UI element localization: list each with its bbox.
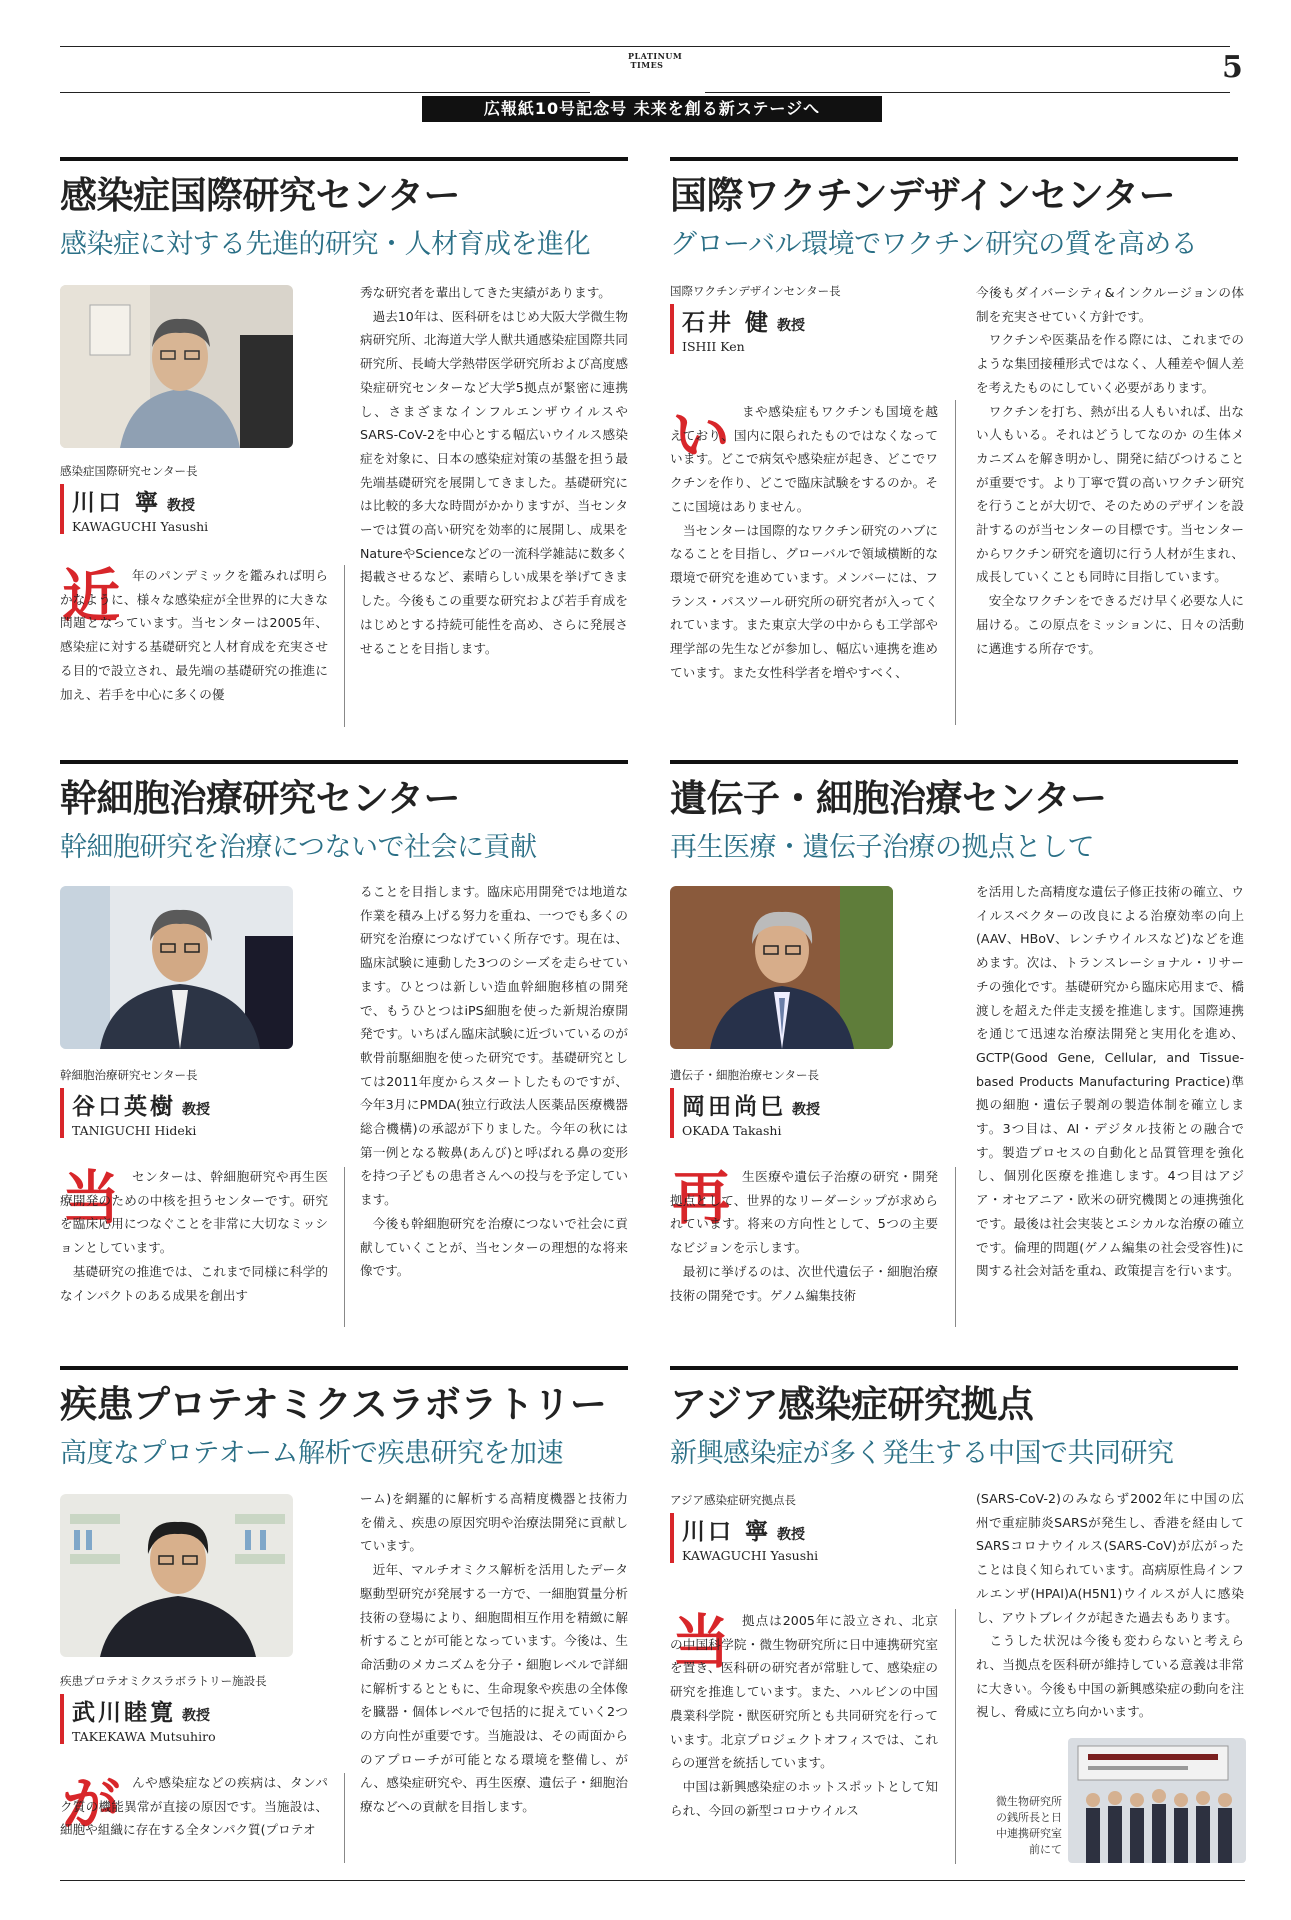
portrait-image xyxy=(60,886,293,1049)
column-divider xyxy=(344,1773,345,1863)
person-romaji: KAWAGUCHI Yasushi xyxy=(682,1548,819,1563)
person-romaji: ISHII Ken xyxy=(682,339,745,354)
lead-paragraph: 年のパンデミックを鑑みれば明らかなように、様々な感染症が全世界的に大きな問題となっています。当センターは2005年、感染症に対する基礎研究と人材育成を充実させる目的で設立され、最先端の基礎研究の推進に加え、若手を中心に多くの優 xyxy=(60,568,328,702)
group-photo-image xyxy=(1068,1738,1246,1863)
section-proteomics-laboratory xyxy=(60,1366,628,1472)
section-subtitle: 高度なプロテオーム解析で疾患研究を加速 xyxy=(60,1438,563,1469)
person-title: 教授 xyxy=(777,1527,806,1543)
header-rule-left xyxy=(60,92,590,93)
section-subtitle: 新興感染症が多く発生する中国で共同研究 xyxy=(670,1438,1174,1469)
article-text-col1 xyxy=(60,564,328,706)
name-block xyxy=(670,1088,820,1138)
role-label: 感染症国際研究センター長 xyxy=(60,464,198,478)
drop-cap: 当 xyxy=(62,1164,121,1232)
name-block xyxy=(60,1088,210,1138)
drop-cap: 再 xyxy=(672,1164,731,1232)
section-rule xyxy=(670,760,1238,764)
column-divider xyxy=(344,565,345,727)
section-gene-cell-therapy-center xyxy=(670,760,1238,866)
header-rule-right xyxy=(705,92,1230,93)
person-romaji: OKADA Takashi xyxy=(682,1123,782,1138)
section-rule xyxy=(60,1366,628,1370)
role-label: アジア感染症研究拠点長 xyxy=(670,1493,797,1507)
section-subtitle: 再生医療・遺伝子治療の拠点として xyxy=(670,832,1094,863)
person-name: 川口 寧 xyxy=(72,489,162,516)
drop-cap: 当 xyxy=(672,1608,731,1676)
name-block xyxy=(670,304,805,354)
name-block xyxy=(60,484,208,534)
section-asia-infectious-disease-base xyxy=(670,1366,1238,1472)
section-title: 遺伝子・細胞治療センター xyxy=(670,777,1107,820)
person-title: 教授 xyxy=(167,498,196,514)
section-rule xyxy=(60,157,628,161)
person-name: 石井 健 xyxy=(682,309,772,336)
drop-cap: 近 xyxy=(62,562,121,630)
article-text-col1: んや感染症などの疾病は、タンパク質の機能異常が直接の原因です。当施設は、細胞や組織に存在する全タンパク質(プロテオ xyxy=(60,1775,328,1838)
section-vaccine-design-center xyxy=(670,157,1238,263)
footer-rule xyxy=(60,1880,1245,1881)
person-title: 教授 xyxy=(777,318,806,334)
person-romaji: TAKEKAWA Mutsuhiro xyxy=(72,1729,216,1744)
person-name: 谷口英樹 xyxy=(72,1093,176,1120)
section-rule xyxy=(670,1366,1238,1370)
portrait-image xyxy=(60,285,293,448)
section-rule xyxy=(670,157,1238,161)
article-text-col2: 今後もダイバーシティ&インクルージョンの体制を充実させていく方針です。 ワクチンや医薬品を作る際には、これまでのような集団接種形式ではなく、人種差や個人差を考えたものにしていく必要があります。 ワクチンを打ち、熱が出る人もいれば、出ない人もいる。それはどうしてなのか の生体メカニズムを解き明かし、開発に結びつけることが重要です。より丁寧で質の高いワクチン研究を行うことが大切で、そのためのデザインを設計するのが当センターの目標です。当センターからワクチン研究を適切に行う人材が生まれ、成長していくことも同時に目指しています。 安全なワクチンをできるだけ早く必要な人に届ける。この原点をミッションに、日々の活動に邁進する所存です。 xyxy=(976,285,1244,656)
drop-cap: い xyxy=(672,401,731,469)
photo-caption: 微生物研究所の銭所長と日中連携研究室前にて xyxy=(996,1795,1062,1856)
person-title: 教授 xyxy=(182,1102,210,1118)
article-text-col2: ることを目指します。臨床応用開発では地道な作業を積み上げる努力を重ね、一つでも多くの研究を治療につなげていく所存です。現在は、臨床試験に連動した3つのシーズを走らせています。ひとつは新しい造血幹細胞移植の開発で、もうひとつはiPS細胞を使った新規治療開発です。いちばん臨床試験に近づいているのが軟骨前駆細胞を使った研究です。基礎研究としては2011年度からスタートしたものですが、今年3月にPMDA(独立行政法人医薬品医療機器総合機構)の承認が下りました。今年の秋には第一例となる鞍鼻(あんび)と呼ばれる鼻の変形を持つ子どもの患者さんへの投与を予定しています。 今後も幹細胞研究を治療につないで社会に貢献していくことが、当センターの理想的な将来像です。 xyxy=(360,884,628,1279)
drop-cap: が xyxy=(62,1770,121,1838)
section-title: 疾患プロテオミクスラボラトリー xyxy=(60,1383,607,1426)
role-label: 国際ワクチンデザインセンター長 xyxy=(670,284,841,298)
section-subtitle: グローバル環境でワクチン研究の質を高める xyxy=(670,229,1198,260)
section-subtitle: 感染症に対する先進的研究・人材育成を進化 xyxy=(60,229,590,260)
portrait-image xyxy=(670,886,893,1049)
section-rule xyxy=(60,760,628,764)
article-text-col1: 拠点は2005年に設立され、北京の中国科学院・微生物研究所に日中連携研究室を置き、医科研の研究者が常駐して、感染症の研究を推進しています。また、ハルビンの中国農業科学院・獣医研究所とも共同研究を行っています。北京プロジェクトオフィスでは、これらの運営を統括しています。 中国は新興感染症のホットスポットとして知られ、今回の新型コロナウイルス xyxy=(670,1613,938,1818)
section-infectious-disease-center xyxy=(60,157,628,263)
section-subtitle: 幹細胞研究を治療につないで社会に貢献 xyxy=(60,832,537,863)
article-text-col1: まや感染症もワクチンも国境を越えており、国内に限られたものではなくなっています。どこで病気や感染症が起き、どこでワクチンを作り、どこで臨床試験をするのか。そこに国境はありません。 当センターは国際的なワクチン研究のハブになることを目指し、グローバルで領域横断的な環境で研究を進めています。メンバーには、フランス・パスツール研究所の研究者が入ってくれています。また東京大学の中からも工学部や理学部の先生などが参加し、幅広い連携を進めています。また女性科学者を増やすべく、 xyxy=(670,404,938,680)
portrait-photo xyxy=(60,285,293,448)
person-name: 岡田尚巳 xyxy=(682,1093,786,1120)
role-label: 幹細胞治療研究センター長 xyxy=(60,1068,198,1082)
section-title: 感染症国際研究センター xyxy=(60,174,461,217)
name-block xyxy=(670,1513,818,1563)
header-top-rule xyxy=(60,46,1230,47)
column-divider xyxy=(955,1167,956,1327)
section-title: アジア感染症研究拠点 xyxy=(670,1383,1034,1426)
column-divider xyxy=(955,1609,956,1864)
article-text-col2: を活用した高精度な遺伝子修正技術の確立、ウイルスベクターの改良による治療効率の向上(AAV、HBoV、レンチウイルスなど)などを進めます。次は、トランスレーショナル・リサーチの強化です。基礎研究から臨床応用まで、橋渡しを超えた伴走支援を推進します。国際連携を通じて迅速な治療法開発と実用化を進め、GCTP(Good Gene, Cellular, and Tissue-based Products Manufacturing Practice)準拠の細胞・遺伝子製剤の製造体制を確立します。3つ目は、AI・デジタル技術との融合です。製造プロセスの自動化と品質管理を強化し、個別化医療を推進します。4つ目はアジア・オセアニア・欧米の研究機関との連携強化です。最後は社会実装とエシカルな治療の確立です。倫理的問題(ゲノム編集の社会受容性)に関する社会対話を重ね、政策提言を行います。 xyxy=(976,884,1244,1279)
person-title: 教授 xyxy=(182,1708,210,1724)
portrait-photo xyxy=(60,886,293,1049)
section-title: 幹細胞治療研究センター xyxy=(60,777,461,820)
column-divider xyxy=(344,1167,345,1327)
page-number: 5 xyxy=(1222,50,1243,85)
portrait-photo xyxy=(60,1494,293,1657)
role-label: 疾患プロテオミクスラボラトリー施設長 xyxy=(60,1674,267,1688)
person-romaji: KAWAGUCHI Yasushi xyxy=(72,519,209,534)
column-divider xyxy=(955,400,956,725)
article-text-col1: センターは、幹細胞研究や再生医療開発のための中核を担うセンターです。研究を臨床応用につなぐことを非常に大切なミッションとしています。 基礎研究の推進では、これまで同様に科学的なインパクトのある成果を創出す xyxy=(60,1169,328,1303)
portrait-image xyxy=(60,1494,293,1657)
section-title: 国際ワクチンデザインセンター xyxy=(670,174,1176,217)
issue-banner: 広報紙10号記念号 未来を創る新ステージへ xyxy=(422,96,882,122)
person-title: 教授 xyxy=(792,1102,820,1118)
role-label: 遺伝子・細胞治療センター長 xyxy=(670,1068,820,1082)
group-photo xyxy=(1068,1738,1246,1863)
article-text-col1: 生医療や遺伝子治療の研究・開発拠点として、世界的なリーダーシップが求められています。将来の方向性として、5つの主要なビジョンを示します。 最初に挙げるのは、次世代遺伝子・細胞治療技術の開発です。ゲノム編集技術 xyxy=(670,1169,938,1303)
portrait-photo xyxy=(670,886,893,1049)
person-name: 武川睦寛 xyxy=(72,1699,176,1726)
newspaper-logo: PLATINUM TIMES xyxy=(628,51,683,70)
article-text-col2: 秀な研究者を輩出してきた実績があります。 過去10年は、医科研をはじめ大阪大学微生物病研究所、北海道大学人獣共通感染症国際共同研究所、長崎大学熱帯医学研究所および高度感染症研究センターなど大学5拠点が緊密に連携し、さまざまなインフルエンザウイルスやSARS-CoV-2を中心とする幅広いウイルス感染症を対象に、日本の感染症対策の基盤を担う最先端基礎研究を展開してきました。基礎研究には比較的多大な時間がかかりますが、当センターでは質の高い研究を効率的に展開し、成果をNatureやScienceなどの一流科学雑誌に数多く掲載させるなど、素晴らしい成果を挙げてきました。今後もこの重要な研究および若手育成をはじめとする持続可能性を高め、さらに発展させることを目指します。 xyxy=(360,285,628,656)
person-name: 川口 寧 xyxy=(682,1518,772,1545)
person-romaji: TANIGUCHI Hideki xyxy=(72,1123,197,1138)
article-text-col2: ーム)を網羅的に解析する高精度機器と技術力を備え、疾患の原因究明や治療法開発に貢献しています。 近年、マルチオミクス解析を活用したデータ駆動型研究が発展する一方で、一細胞質量分析技術の登場により、細胞間相互作用を精緻に解析することが可能となっています。今後は、生命活動のメカニズムを分子・細胞レベルで詳細に解析するとともに、生命現象や疾患の全体像を臓器・個体レベルで包括的に捉えていく2つの方向性が重要です。当施設は、その両面からのアプローチが可能となる環境を整備し、がん、感染症研究や、再生医療、遺伝子・細胞治療などへの貢献を目指します。 xyxy=(360,1491,628,1815)
name-block xyxy=(60,1694,216,1744)
section-stem-cell-center xyxy=(60,760,628,866)
article-text-col2: (SARS-CoV-2)のみならず2002年に中国の広州で重症肺炎SARSが発生し、香港を経由してSARSコロナウイルス(SARS-CoV)が広がったことは良く知られています。高病原性鳥インフルエンザ(HPAI)A(H5N1)ウイルスが人に感染し、アウトブレイクが起きた過去もあります。 こうした状況は今後も変わらないと考えられ、当拠点を医科研が維持している意義は非常に大きい。今後も中国の新興感染症の動向を注視し、脅威に立ち向かいます。 xyxy=(976,1491,1244,1720)
